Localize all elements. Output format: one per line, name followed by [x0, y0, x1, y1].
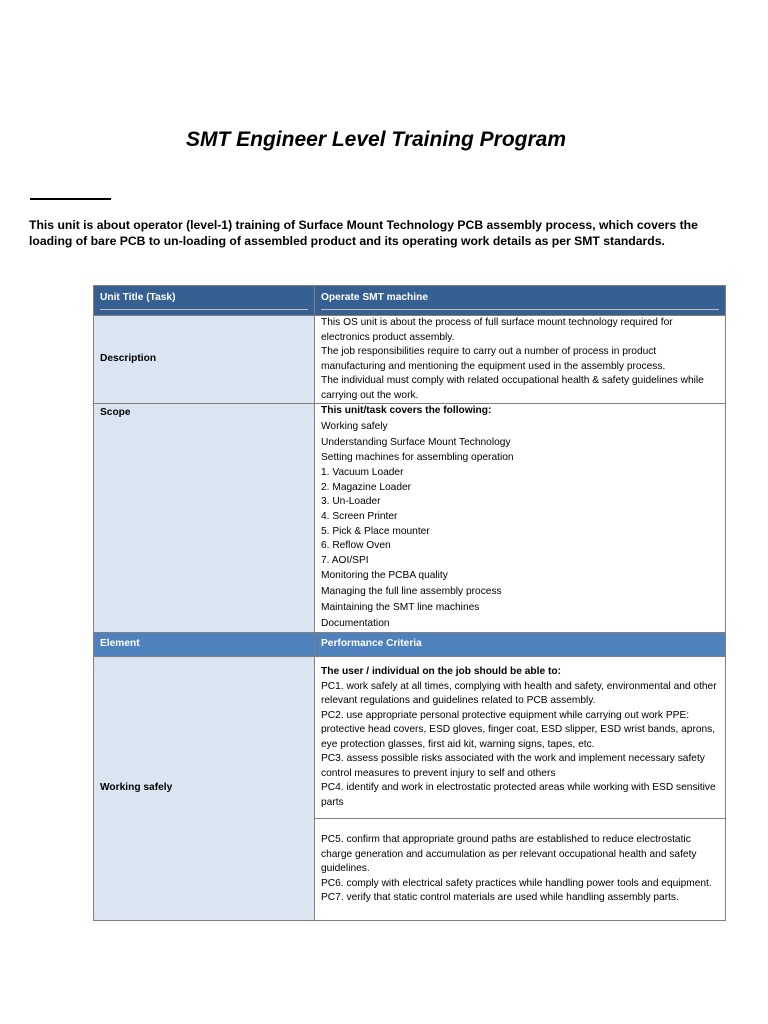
scope-cell — [315, 404, 726, 633]
scope-machine-item: 6. Reflow Oven — [321, 540, 391, 552]
scope-label: Scope — [94, 404, 315, 633]
description-row — [94, 316, 726, 404]
description-line: The job responsibilities require to carry out a number of process in product manufacturing and mentioning the equipment used in the assembly process. — [321, 346, 666, 372]
scope-item: Working safely — [321, 420, 388, 432]
element-header-row — [94, 633, 726, 657]
description-line: The individual must comply with related occupational health & safety guidelines while carrying out the work. — [321, 375, 704, 401]
scope-row — [94, 404, 726, 633]
unit-title-value-cell — [315, 286, 726, 316]
scope-machine-item: 4. Screen Printer — [321, 511, 398, 523]
criteria-label: Performance Criteria — [315, 633, 726, 657]
title-underline — [30, 198, 111, 200]
criteria-item: PC7. verify that static control materials are used while handling assembly parts. — [321, 892, 679, 904]
intro-paragraph: This unit is about operator (level-1) training of Surface Mount Technology PCB assembly process, which covers the loading of bare PCB to un-loading of assembled product and its operating work details as per SMT standards. — [29, 218, 698, 248]
scope-heading: This unit/task covers the following: — [321, 405, 492, 417]
criteria-item: PC2. use appropriate personal protective equipment while carrying out work PPE: protective head covers, ESD gloves, finger coat, ESD slipper, ESD wrist bands, aprons, eye protection glasses, first aid kit, warning signs, tapes, etc. — [321, 709, 716, 750]
description-line: This OS unit is about the process of full surface mount technology required for electronics product assembly. — [321, 317, 673, 343]
scope-item: Monitoring the PCBA quality — [321, 570, 448, 582]
criteria-item: PC6. comply with electrical safety practices while handling power tools and equipment. — [321, 877, 712, 889]
criteria-item: PC1. work safely at all times, complying with health and safety, environmental and other relevant regulations and guidelines related to PCB assembly. — [321, 680, 717, 706]
criteria-item: PC5. confirm that appropriate ground paths are established to reduce electrostatic charge generation and accumulation as per relevant occupational health and safety guidelines. — [321, 834, 697, 875]
scope-item: Setting machines for assembling operation — [321, 452, 514, 464]
scope-machine-item: 7. AOI/SPI — [321, 554, 369, 566]
scope-machine-item: 1. Vacuum Loader — [321, 467, 404, 479]
criteria-item: PC4. identify and work in electrostatic protected areas while working with ESD sensitive parts — [321, 782, 716, 808]
element-label: Element — [94, 633, 315, 657]
criteria-row-1 — [94, 657, 726, 819]
scope-item: Managing the full line assembly process — [321, 586, 502, 598]
criteria-item: PC3. assess possible risks associated with the work and implement necessary safety control measures to prevent injury to self and others — [321, 753, 705, 779]
unit-table — [93, 285, 726, 921]
unit-title-label-cell — [94, 286, 315, 316]
working-safely-label: Working safely — [94, 657, 315, 921]
scope-item: Documentation — [321, 617, 390, 629]
unit-title-value: Operate SMT machine — [321, 291, 719, 311]
description-cell — [315, 316, 726, 404]
unit-title-label: Unit Title (Task) — [100, 291, 308, 311]
document-title: SMT Engineer Level Training Program — [185, 128, 567, 151]
scope-machine-item: 5. Pick & Place mounter — [321, 525, 430, 537]
criteria-cell-2 — [315, 819, 726, 921]
scope-item: Maintaining the SMT line machines — [321, 602, 480, 614]
unit-title-row — [94, 286, 726, 316]
scope-machine-item: 3. Un-Loader — [321, 496, 381, 508]
scope-item: Understanding Surface Mount Technology — [321, 436, 511, 448]
scope-machine-item: 2. Magazine Loader — [321, 481, 412, 493]
description-label: Description — [94, 316, 315, 404]
criteria-heading: The user / individual on the job should be able to: — [321, 666, 561, 677]
criteria-cell-1 — [315, 657, 726, 819]
